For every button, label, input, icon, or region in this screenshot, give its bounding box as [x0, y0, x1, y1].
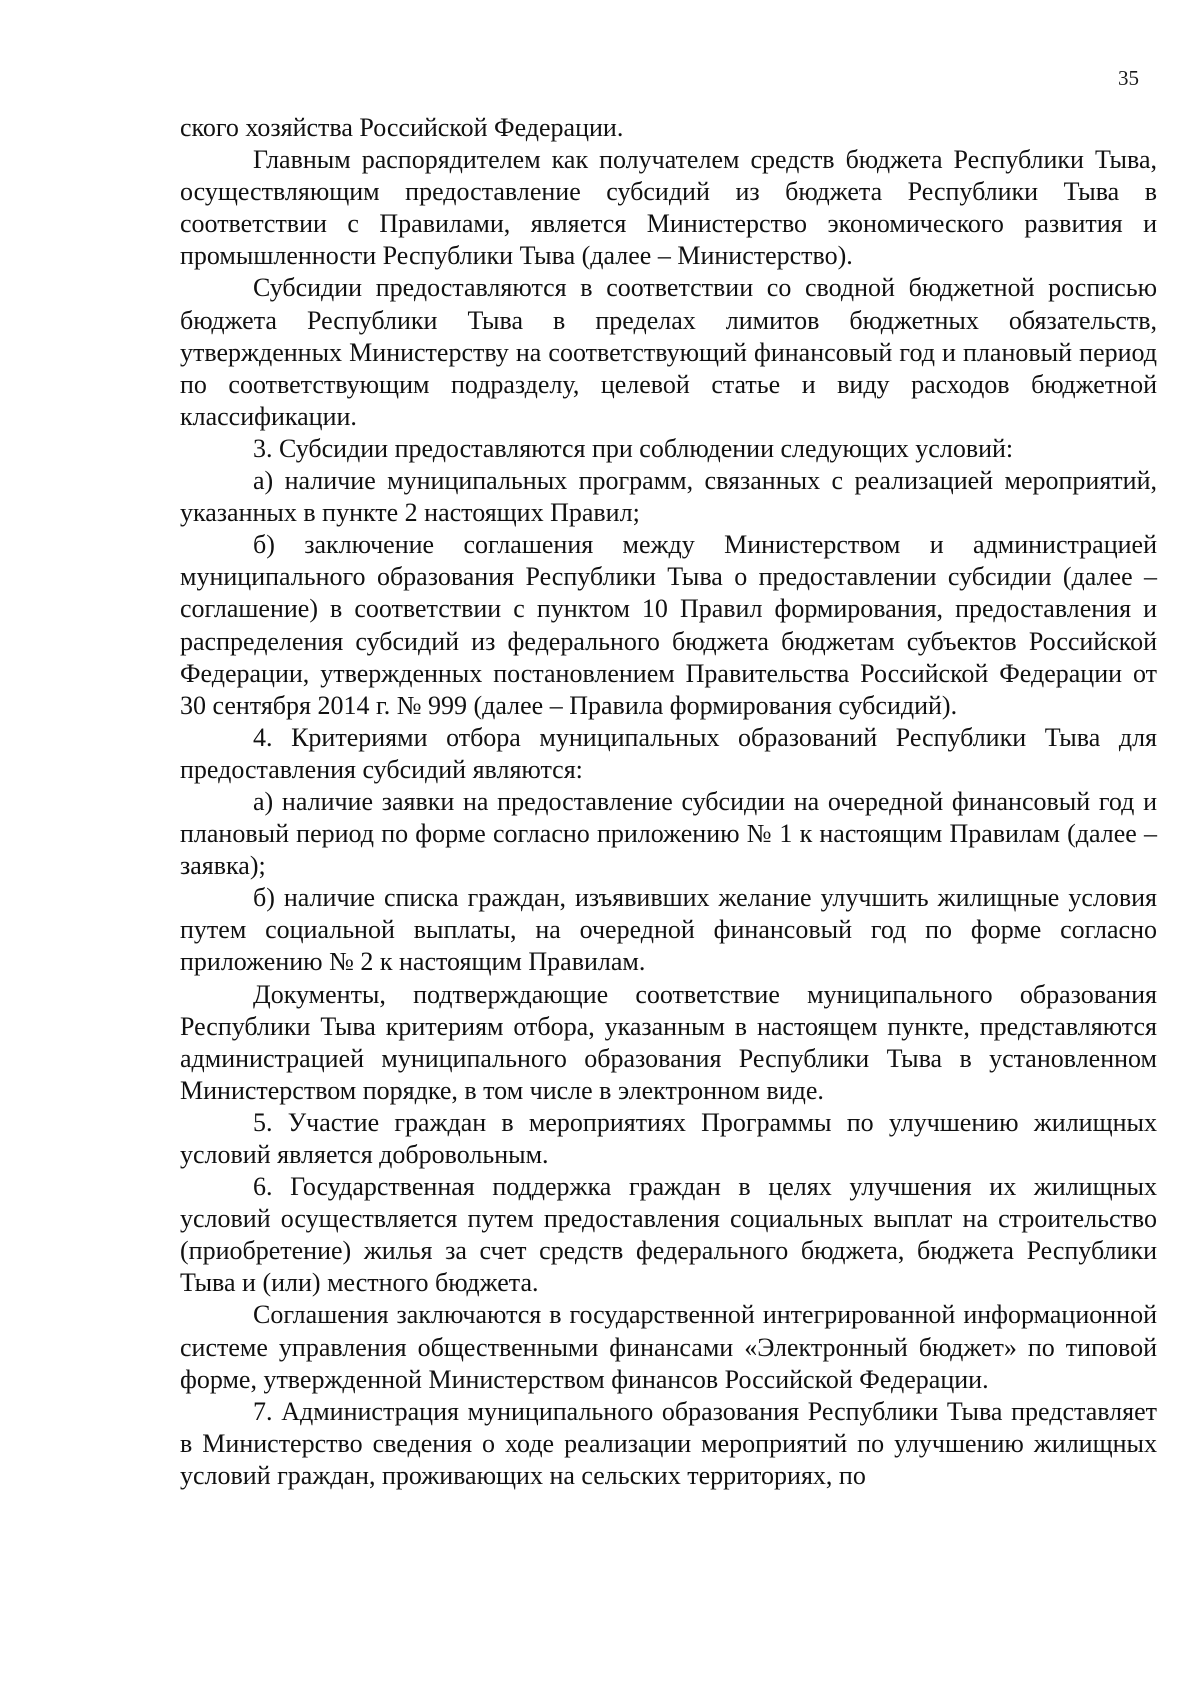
- paragraph: Субсидии предоставляются в соответствии со сводной бюджетной росписью бюджета Республики Тыва в пределах лимитов бюджетных обязательств, утвержденных Министерству на соответствующий финансовый год и плановый период по соответствующим подразделу, целевой статье и виду расходов бюджетной классификации.: [180, 273, 1157, 431]
- paragraph: 6. Государственная поддержка граждан в целях улучшения их жилищных условий осуществляется путем предоставления социальных выплат на строительство (приобретение) жилья за счет средств федерального бюджета, бюджета Республики Тыва и (или) местного бюджета.: [180, 1172, 1157, 1298]
- paragraph: б) наличие списка граждан, изъявивших желание улучшить жилищные условия путем социальной выплаты, на очередной финансовый год по форме согласно приложению № 2 к настоящим Правилам.: [180, 883, 1157, 977]
- document-body: [180, 112, 1157, 1492]
- page-number: 35: [1118, 66, 1139, 90]
- paragraph: 3. Субсидии предоставляются при соблюдении следующих условий:: [253, 433, 1014, 463]
- paragraph: б) заключение соглашения между Министерством и администрацией муниципального образования Республики Тыва о предоставлении субсидии (далее – соглашение) в соответствии с пунктом 10 Правил формирования, предоставления и распределения субсидий из федерального бюджета бюджетам субъектов Российской Федерации, утвержденных постановлением Правительства Российской Федерации от 30 сентября 2014 г. № 999 (далее – Правила формирования субсидий).: [180, 530, 1157, 720]
- paragraph: Главным распорядителем как получателем средств бюджета Республики Тыва, осуществляющим предоставление субсидий из бюджета Республики Тыва в соответствии с Правилами, является Министерство экономического развития и промышленности Республики Тыва (далее – Министерство).: [180, 145, 1157, 271]
- paragraph: Соглашения заключаются в государственной интегрированной информационной системе управления общественными финансами «Электронный бюджет» по типовой форме, утвержденной Министерством финансов Российской Федерации.: [180, 1300, 1157, 1394]
- paragraph: 7. Администрация муниципального образования Республики Тыва представляет в Министерство сведения о ходе реализации мероприятий по улучшению жилищных условий граждан, проживающих на сельских территориях, по: [180, 1396, 1157, 1490]
- paragraph-continuation: ского хозяйства Российской Федерации.: [180, 113, 624, 142]
- paragraph: 4. Критериями отбора муниципальных образований Республики Тыва для предоставления субсидий являются:: [180, 722, 1157, 784]
- paragraph: 5. Участие граждан в мероприятиях Программы по улучшению жилищных условий является добровольным.: [180, 1107, 1157, 1169]
- paragraph: Документы, подтверждающие соответствие муниципального образования Республики Тыва критериям отбора, указанным в настоящем пункте, представляются администрацией муниципального образования Республики Тыва в установленном Министерством порядке, в том числе в электронном виде.: [180, 979, 1157, 1105]
- paragraph: а) наличие заявки на предоставление субсидии на очередной финансовый год и плановый период по форме согласно приложению № 1 к настоящим Правилам (далее – заявка);: [180, 786, 1157, 881]
- paragraph: а) наличие муниципальных программ, связанных с реализацией мероприятий, указанных в пункте 2 настоящих Правил;: [180, 466, 1157, 528]
